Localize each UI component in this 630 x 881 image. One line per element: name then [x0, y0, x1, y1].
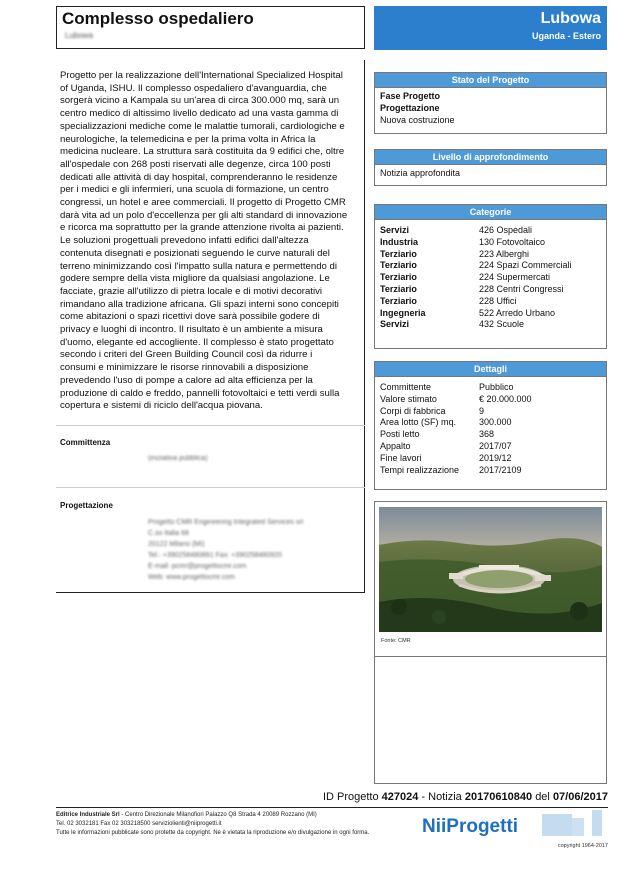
- categoria-value: 224 Spazi Commerciali: [479, 260, 572, 271]
- dettagli-value: € 20.000.000: [479, 393, 532, 404]
- footer-divider: [56, 807, 608, 808]
- dettagli-value: 2017/2109: [479, 464, 522, 475]
- photo-credit: Fonte: CMR: [381, 638, 411, 644]
- dettagli-row: [380, 465, 601, 477]
- project-description: Progetto per la realizzazione dell'International Specialized Hospital of Uganda, ISHU. Il complesso ospedaliero d'avanguardia, che sorgerà vicino a Kampala su un'area di circa 300.000 mq, sarà un centro medico di altissimo livello dedicato ad una vasta gamma di specializzazioni mediche come le malattie tumorali, cardiologiche e neurologiche, la telemedicina e per la prima volta in Africa la medicina nucleare. La struttura sarà costituita da 9 edifici che, oltre all'ospedale con 268 posti riservati alle degenze, circa 100 posti dedicati alle attività di day hospital, comprenderanno le residenze per i medici e gli infermieri, una scuola di formazione, un centro congressi, un hotel e aree commerciali. Il progetto di Progetto CMR darà vita ad un polo d'eccellenza per gli alti standard di innovazione e ricorca ma soprattutto per la grande attenzione rivolta ai pazienti. Le soluzioni progettuali prevedono infatti edifici dall'altezza contenuta disegnati e posizionati seguendo le curve naturali del terreno minimizzando così l'impatto sulla natura e permettendo di godere sempre della vista migliore da qualsiasi angolazione. Le facciate, grazie all'utilizzo di pietra locale e di motivi decorativi rimandano alla tradizione africana. Gli spazi interni sono concepiti come abitazioni o spazi ricettivi dove sarà possibile godere di privacy e luoghi di incontro. Il risultato è un ambiente a misura d'uomo, elegante ed accogliente. Il complesso è stato progettato secondo i criteri del Green Building Council così da ridurre i consumi e minimizzare le risorse rinnovabili a disposizione prevedendo l'uso di pompe a calore ad alta efficienza per la produzione di caldo e freddo, pannelli fotovoltaici e tetti verdi sulla copertura e sistemi di riciclo dell'acqua piovana.: [60, 70, 348, 412]
- dettagli-key: Area lotto (SF) mq.: [380, 417, 457, 428]
- categoria-row: [380, 237, 601, 249]
- categoria-value: 130 Fotovoltaico: [479, 236, 546, 247]
- dettagli-row: [380, 441, 601, 453]
- dettagli-key: Posti letto: [380, 429, 420, 440]
- dettagli-value: 9: [479, 405, 485, 416]
- categoria-value: 432 Scuole: [479, 319, 525, 330]
- categoria-value: 224 Supermercati: [479, 272, 551, 283]
- id-prefix: ID Progetto: [322, 791, 379, 803]
- footer-notice: Tutte le informazioni pubblicate sono protette da copyright. Ne è vietata la riproduzione e/o divulgazione in ogni forma.: [56, 830, 370, 836]
- categoria-sector: Terziario: [380, 260, 417, 271]
- categorie-panel: [374, 204, 607, 349]
- categoria-sector: Servizi: [380, 225, 410, 235]
- page-title: Complesso ospedaliero: [62, 9, 254, 28]
- footer-company: Editrice Industriale Srl: [56, 812, 120, 818]
- progettazione-label: Progettazione: [60, 501, 113, 510]
- project-title-box: [56, 6, 365, 49]
- dettagli-value: Pubblico: [479, 382, 514, 392]
- dettagli-row: [380, 417, 601, 429]
- stato-panel: [374, 72, 607, 134]
- dettagli-panel: [374, 361, 607, 490]
- dettagli-row: [380, 429, 601, 441]
- notizia-id: 20170610840: [464, 791, 533, 803]
- dettagli-value: 368: [479, 429, 495, 440]
- categoria-value: 426 Ospedali: [479, 225, 533, 235]
- notizia-date: 07/06/2017: [552, 791, 608, 803]
- brand-logo: [4, 6, 40, 366]
- dettagli-key: Committente: [380, 382, 432, 392]
- dettagli-header: Dettagli: [375, 362, 606, 377]
- location-box: [374, 6, 607, 50]
- dettagli-row: [380, 453, 601, 465]
- project-id: 427024: [381, 791, 419, 803]
- footer-logo: [422, 810, 618, 840]
- livello-header: Livello di approfondimento: [375, 150, 606, 165]
- categoria-row: [380, 308, 601, 320]
- dettagli-key: Corpi di fabbrica: [380, 405, 446, 416]
- categorie-header: Categorie: [375, 205, 606, 220]
- committenza-value: (iniziativa pubblica): [148, 455, 208, 462]
- project-render-image: [379, 507, 602, 632]
- del-label: del: [535, 791, 550, 803]
- left-column: [56, 60, 365, 593]
- categoria-row: [380, 249, 601, 261]
- categoria-row: [380, 284, 601, 296]
- categoria-value: 522 Arredo Urbano: [479, 307, 556, 318]
- categoria-row: [380, 272, 601, 284]
- project-photo-box: [374, 501, 607, 657]
- categoria-sector: Ingegneria: [380, 307, 426, 318]
- categoria-sector: Terziario: [380, 283, 417, 294]
- categoria-value: 228 Uffici: [479, 295, 517, 306]
- categoria-value: 228 Centri Congressi: [479, 283, 564, 294]
- footer-info: [56, 811, 369, 838]
- dettagli-key: Appalto: [380, 440, 411, 451]
- location-region: Uganda - Estero: [531, 31, 601, 41]
- categoria-value: 223 Alberghi: [479, 248, 530, 259]
- livello-value: Notizia approfondita: [380, 168, 461, 178]
- categoria-sector: Terziario: [380, 248, 417, 259]
- page-subtitle: Lubowa: [65, 31, 94, 40]
- project-id-line: [323, 791, 608, 803]
- categoria-sector: Terziario: [380, 272, 417, 283]
- empty-panel: [374, 656, 607, 784]
- dettagli-value: 300.000: [479, 417, 512, 428]
- fase-label: Fase Progetto: [380, 91, 441, 101]
- committenza-label: Committenza: [60, 438, 111, 447]
- dettagli-row: [380, 406, 601, 418]
- categoria-sector: Servizi: [380, 319, 410, 330]
- progettazione-details: Progetto CMR Engineering Integrated Services srl C.so Italia 68 20122 Milano (MI) Tel.: +390258480891 Fax: +390258480920 E-mail: pcmr@progettocmr.com Web: www.progettocmr.com: [148, 519, 304, 581]
- copyright-text: copyright 1964-2017: [557, 843, 608, 849]
- dettagli-row: [380, 382, 601, 394]
- dettagli-key: Tempi realizzazione: [380, 464, 460, 475]
- section-divider: [56, 487, 365, 488]
- notizia-label: - Notizia: [421, 791, 462, 803]
- categoria-sector: Industria: [380, 236, 419, 247]
- dettagli-value: 2019/12: [479, 452, 512, 463]
- footer-contacts: Tel. 02 3032181 Fax 02 303218500 serviziolienti@niiprogetti.it: [56, 821, 222, 827]
- dettagli-key: Fine lavori: [380, 452, 422, 463]
- dettagli-row: [380, 394, 601, 406]
- fase-value: Progettazione: [380, 102, 440, 113]
- intervention-type: Nuova costruzione: [380, 114, 455, 125]
- categoria-sector: Terziario: [380, 295, 417, 306]
- dettagli-key: Valore stimato: [380, 393, 437, 404]
- categoria-row: [380, 225, 601, 237]
- dettagli-value: 2017/07: [479, 440, 512, 451]
- stato-header: Stato del Progetto: [375, 73, 606, 88]
- livello-panel: [374, 149, 607, 186]
- footer-logo-text: NiiProgetti: [422, 816, 519, 837]
- categoria-row: [380, 319, 601, 331]
- section-divider: [56, 425, 365, 426]
- categoria-row: [380, 296, 601, 308]
- categoria-row: [380, 260, 601, 272]
- location-name: Lubowa: [540, 10, 601, 27]
- footer-address: - Centro Direzionale Milanofiori Palazzo Q8 Strada 4 20089 Rozzano (MI): [121, 812, 317, 818]
